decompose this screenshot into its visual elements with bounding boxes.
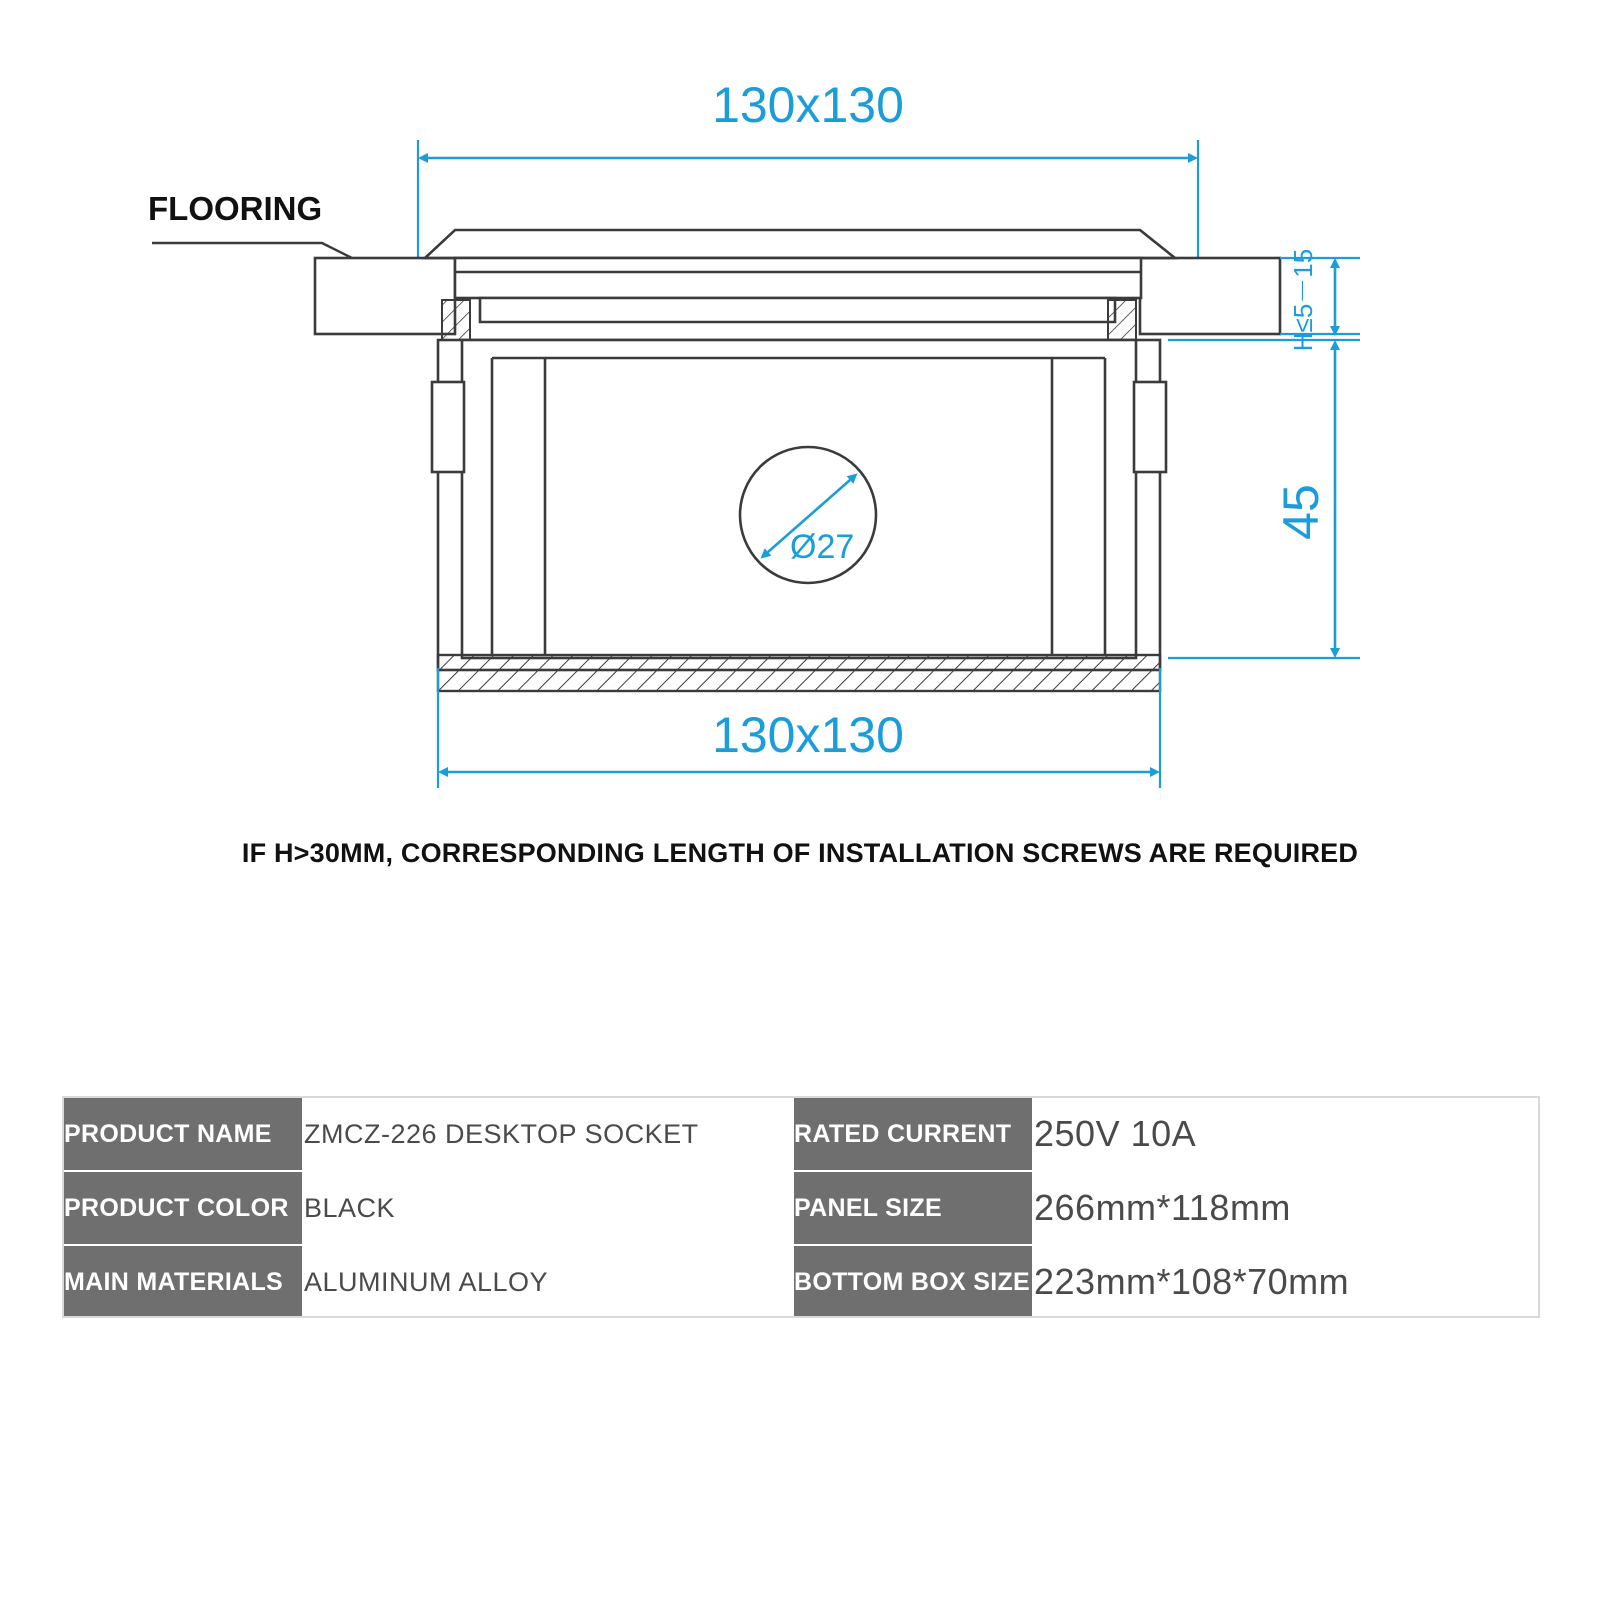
flooring-label: FLOORING <box>148 190 323 227</box>
spec-label-panel-size: PANEL SIZE <box>793 1171 1033 1245</box>
dim-height-label: 45 <box>1273 484 1329 540</box>
dim-top-label: 130x130 <box>712 77 904 133</box>
spec-value-panel-size: 266mm*118mm <box>1033 1171 1541 1245</box>
dim-bottom-label: 130x130 <box>712 707 904 763</box>
spec-label-bottom-box-size: BOTTOM BOX SIZE <box>793 1245 1033 1319</box>
dim-flooring-thickness-label: H≤5－15 <box>1288 248 1318 352</box>
spec-value-product-name: ZMCZ-226 DESKTOP SOCKET <box>303 1097 793 1171</box>
installation-note: IF H>30MM, CORRESPONDING LENGTH OF INSTALLATION SCREWS ARE REQUIRED <box>241 838 1359 868</box>
dim-hole-label: Ø27 <box>790 528 855 566</box>
flooring-leader-line <box>152 243 352 258</box>
specification-table <box>62 1096 1540 1320</box>
spec-value-main-materials: ALUMINUM ALLOY <box>303 1245 793 1319</box>
spec-label-product-name: PRODUCT NAME <box>63 1097 303 1171</box>
spec-value-bottom-box-size: 223mm*108*70mm <box>1033 1245 1541 1319</box>
spec-label-main-materials: MAIN MATERIALS <box>63 1245 303 1319</box>
spec-value-product-color: BLACK <box>303 1171 793 1245</box>
table-row <box>63 1097 1541 1171</box>
table-row <box>63 1171 1541 1245</box>
socket-cross-section <box>315 230 1280 691</box>
dimension-height-45 <box>1168 340 1360 658</box>
spec-label-rated-current: RATED CURRENT <box>793 1097 1033 1171</box>
spec-value-rated-current: 250V 10A <box>1033 1097 1541 1171</box>
spec-label-product-color: PRODUCT COLOR <box>63 1171 303 1245</box>
table-row <box>63 1245 1541 1319</box>
